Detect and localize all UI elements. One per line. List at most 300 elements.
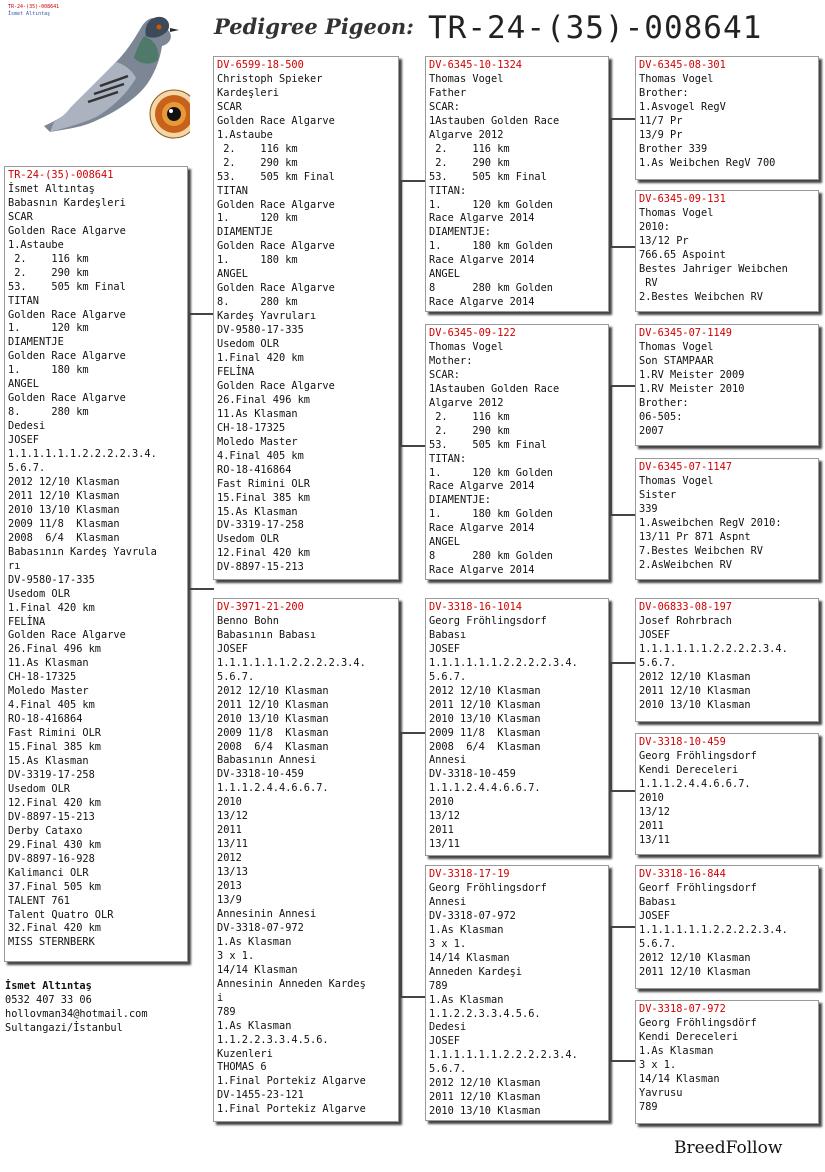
detail-line: 13/9 Pr	[639, 128, 683, 141]
detail-line: Moledo Master	[8, 685, 89, 698]
connector-line	[400, 732, 426, 734]
detail-line: 1.1.1.1.1.1.2.2.2.2.3.4.	[429, 656, 578, 669]
detail-line: 2007	[639, 424, 664, 437]
detail-line: 1.Asweibchen RegV 2010:	[639, 516, 782, 529]
sire-details	[217, 73, 395, 575]
detail-line: Golden Race Algarve	[8, 629, 126, 642]
detail-line: Thomas Vogel	[639, 206, 714, 219]
detail-line: Kardeş Yavruları	[217, 310, 317, 323]
detail-line: 2008 6/4 Klasman	[217, 740, 329, 753]
detail-line: 11.As Klasman	[8, 657, 89, 670]
detail-line: 2011	[429, 824, 454, 837]
sire-ring: DV-6599-18-500	[217, 59, 304, 71]
detail-line: JOSEF	[217, 642, 248, 655]
detail-line: 1.Final Portekiz Algarve	[217, 1103, 366, 1116]
detail-line: Josef Rohrbrach	[639, 614, 732, 627]
detail-line: 13/12	[217, 810, 248, 823]
detail-line: 1.1.1.1.1.1.2.2.2.2.3.4.	[429, 1049, 578, 1062]
detail-line: TITAN	[8, 294, 39, 307]
detail-line: 2010 13/10 Klasman	[429, 1105, 541, 1118]
detail-line: Brother:	[639, 396, 689, 409]
detail-line: 13/11	[429, 838, 460, 851]
detail-line: 2011 12/10 Klasman	[429, 1091, 541, 1104]
detail-line: 53. 505 km Final	[429, 170, 547, 183]
detail-line: 1.RV Meister 2009	[639, 368, 745, 381]
detail-line: Thomas Vogel	[429, 340, 504, 353]
detail-line: 53. 505 km Final	[8, 280, 126, 293]
detail-line: 2012	[217, 852, 242, 865]
detail-line: Kuzenleri	[217, 1047, 273, 1060]
detail-line: Thomas Vogel	[639, 340, 714, 353]
connector-line	[400, 996, 426, 998]
detail-line: Annesinin Annesi	[217, 907, 317, 920]
detail-line: Annesinin Anneden Kardeş	[217, 977, 366, 990]
detail-line: Yavrusu	[639, 1086, 683, 1099]
detail-line: 5.6.7.	[639, 937, 677, 950]
detail-line: 1.Astaube	[8, 238, 64, 251]
detail-line: DV-3319-17-258	[8, 768, 95, 781]
footer-brand: BreedFollow	[674, 1138, 783, 1158]
detail-line: 2011	[639, 819, 664, 832]
connector-line	[188, 588, 214, 590]
detail-line: Georg Fröhlingsdorf	[639, 749, 757, 762]
detail-line: Annesi	[429, 754, 467, 767]
detail-line: 53. 505 km Final	[217, 170, 335, 183]
detail-line: 2011 12/10 Klasman	[639, 684, 751, 697]
detail-line: Brother:	[639, 86, 689, 99]
detail-line: 37.Final 505 km	[8, 880, 101, 893]
sire-card	[213, 56, 399, 580]
detail-line: 2010	[639, 791, 664, 804]
detail-line: CH-18-17325	[8, 671, 77, 684]
detail-line: Benno Bohn	[217, 614, 279, 627]
connector-line	[400, 180, 426, 182]
detail-line: Golden Race Algarve	[217, 282, 335, 295]
detail-line: 1. 120 km Golden	[429, 198, 553, 211]
detail-line: 15.As Klasman	[217, 505, 298, 518]
connector-line	[188, 313, 190, 588]
pigeon-icon	[4, 0, 190, 156]
detail-line: 32.Final 420 km	[8, 922, 101, 935]
detail-line: 29.Final 430 km	[8, 838, 101, 851]
detail-line: 1. 120 km Golden	[429, 466, 553, 479]
detail-line: 2012 12/10 Klasman	[639, 670, 751, 683]
detail-line: 8 280 km Golden	[429, 282, 553, 295]
dam-sire-ring: DV-3318-16-1014	[429, 601, 522, 613]
g3-details	[639, 882, 815, 980]
connector-line	[610, 118, 636, 120]
detail-line: Usedom OLR	[217, 533, 279, 546]
detail-line: Father	[429, 86, 467, 99]
detail-line: Babasının Babası	[217, 628, 317, 641]
g3-card-4	[635, 458, 819, 580]
detail-line: 2012 12/10 Klasman	[429, 1077, 541, 1090]
detail-line: 2. 116 km	[429, 142, 510, 155]
detail-line: 1.As Klasman	[217, 1019, 292, 1032]
detail-line: Golden Race Algarve	[8, 350, 126, 363]
connector-line	[400, 180, 402, 445]
detail-line: DV-3318-10-459	[429, 768, 516, 781]
detail-line: 2008 6/4 Klasman	[8, 531, 120, 544]
detail-line: Golden Race Algarve	[8, 392, 126, 405]
connector-line	[610, 790, 636, 792]
detail-line: Georg Fröhlingsdorf	[429, 881, 547, 894]
detail-line: 3 x 1.	[217, 949, 255, 962]
detail-line: 2012 12/10 Klasman	[8, 475, 120, 488]
detail-line: 1.As Weibchen RegV 700	[639, 156, 776, 169]
connector-line	[610, 926, 636, 928]
detail-line: 13/12	[639, 805, 670, 818]
detail-line: 1.1.1.2.4.4.6.6.7.	[217, 782, 329, 795]
dam-sire-card	[425, 598, 609, 856]
detail-line: ANGEL	[8, 378, 39, 391]
detail-line: Son STAMPAAR	[639, 354, 714, 367]
g3-details	[639, 341, 815, 439]
detail-line: FELİNA	[217, 365, 255, 378]
dam-dam-card	[425, 865, 609, 1121]
detail-line: Anneden Kardeşi	[429, 965, 522, 978]
detail-line: Race Algarve 2014	[429, 254, 535, 267]
detail-line: 1. 180 km	[8, 364, 89, 377]
detail-line: 14/14 Klasman	[639, 1072, 720, 1085]
detail-line: 13/13	[217, 866, 248, 879]
detail-line: 15.As Klasman	[8, 755, 89, 768]
detail-line: 1.Astaube	[217, 128, 273, 141]
detail-line: 1.1.1.1.1.1.2.2.2.2.3.4.	[8, 448, 157, 461]
detail-line: Bestes Jahriger Weibchen	[639, 262, 788, 275]
detail-line: Golden Race Algarve	[217, 198, 335, 211]
detail-line: 13/9	[217, 894, 242, 907]
detail-line: DV-3318-10-459	[217, 768, 304, 781]
detail-line: Derby Cataxo	[8, 824, 83, 837]
detail-line: RV	[639, 276, 658, 289]
detail-line: 2. 290 km	[429, 156, 510, 169]
detail-line: 8. 280 km	[217, 296, 298, 309]
detail-line: 2010 13/10 Klasman	[217, 712, 329, 725]
detail-line: THOMAS 6	[217, 1061, 267, 1074]
detail-line: DV-9580-17-335	[8, 573, 95, 586]
detail-line: 13/12	[429, 810, 460, 823]
detail-line: DV-8897-16-928	[8, 852, 95, 865]
detail-line: Thomas Vogel	[639, 72, 714, 85]
detail-line: 5.6.7.	[429, 670, 467, 683]
detail-line: İsmet Altıntaş	[8, 182, 95, 195]
detail-line: Usedom OLR	[8, 782, 70, 795]
detail-line: 1.RV Meister 2010	[639, 382, 745, 395]
detail-line: ANGEL	[429, 536, 460, 549]
subject-ring: TR-24-(35)-008641	[8, 169, 114, 181]
detail-line: 2012 12/10 Klasman	[429, 684, 541, 697]
detail-line: 1. 180 km Golden	[429, 508, 553, 521]
detail-line: 53. 505 km Final	[429, 438, 547, 451]
detail-line: DIAMENTJE	[8, 336, 64, 349]
pigeon-photo-logo	[4, 0, 190, 156]
detail-line: 2010 13/10 Klasman	[8, 503, 120, 516]
g3-card-6	[635, 733, 819, 855]
breeder-contact	[5, 980, 148, 1036]
detail-line: 13/11	[639, 833, 670, 846]
detail-line: 2. 290 km	[217, 156, 298, 169]
connector-line	[610, 662, 612, 790]
logo-owner: İsmet Altıntaş	[8, 11, 51, 17]
g3-details	[639, 73, 815, 171]
detail-line: 1.1.1.1.1.1.2.2.2.2.3.4.	[639, 923, 788, 936]
detail-line: DV-8897-15-213	[217, 561, 304, 574]
detail-line: 2011 12/10 Klasman	[639, 965, 751, 978]
detail-line: 5.6.7.	[639, 656, 677, 669]
detail-line: Sister	[639, 488, 677, 501]
dam-dam-details	[429, 882, 605, 1119]
detail-line: DV-3319-17-258	[217, 519, 304, 532]
detail-line: TITAN:	[429, 452, 467, 465]
sire-dam-details	[429, 341, 605, 578]
detail-line: Christoph Spieker	[217, 72, 323, 85]
detail-line: 1. 180 km	[217, 254, 298, 267]
detail-line: 339	[639, 502, 658, 515]
detail-line: 2008 6/4 Klasman	[429, 740, 541, 753]
detail-line: Annesi	[429, 895, 467, 908]
connector-line	[400, 445, 426, 447]
detail-line: 1. 120 km	[217, 212, 298, 225]
detail-line: Fast Rimini OLR	[8, 727, 101, 740]
detail-line: Georf Fröhlingsdorf	[639, 881, 757, 894]
detail-line: 13/11	[217, 838, 248, 851]
detail-line: Thomas Vogel	[639, 474, 714, 487]
breeder-phone: 0532 407 33 06	[5, 993, 92, 1006]
detail-line: MISS STERNBERK	[8, 936, 95, 949]
detail-line: DV-1455-23-121	[217, 1089, 304, 1102]
detail-line: 06-505:	[639, 410, 683, 423]
detail-line: 14/14 Klasman	[217, 963, 298, 976]
g3-card-7	[635, 865, 819, 989]
connector-line	[610, 385, 636, 387]
detail-line: 5.6.7.	[217, 670, 255, 683]
logo-ring: TR-24-(35)-008641	[8, 4, 60, 10]
detail-line: 11.As Klasman	[217, 407, 298, 420]
sire-sire-card	[425, 56, 609, 312]
detail-line: 2009 11/8 Klasman	[429, 726, 541, 739]
g3-card-2	[635, 190, 819, 312]
g3-ring: DV-3318-10-459	[639, 736, 726, 748]
dam-ring: DV-3971-21-200	[217, 601, 304, 613]
detail-line: 14/14 Klasman	[429, 951, 510, 964]
breeder-address: Sultangazi/İstanbul	[5, 1021, 123, 1034]
detail-line: Babası	[639, 895, 677, 908]
detail-line: 5.6.7.	[429, 1063, 467, 1076]
detail-line: 2011 12/10 Klasman	[8, 489, 120, 502]
connector-line	[610, 662, 636, 664]
detail-line: SCAR:	[429, 100, 460, 113]
g3-ring: DV-3318-16-844	[639, 868, 726, 880]
detail-line: 1.Final 420 km	[8, 601, 95, 614]
detail-line: SCAR:	[429, 368, 460, 381]
detail-line: 11/7 Pr	[639, 114, 683, 127]
detail-line: 2009 11/8 Klasman	[8, 517, 120, 530]
detail-line: 1. 120 km	[8, 322, 89, 335]
connector-line	[610, 385, 612, 514]
detail-line: 1.As Klasman	[429, 993, 504, 1006]
detail-line: JOSEF	[429, 1035, 460, 1048]
detail-line: 789	[217, 1005, 236, 1018]
detail-line: 1.1.1.2.4.4.6.6.7.	[639, 777, 751, 790]
detail-line: JOSEF	[639, 909, 670, 922]
detail-line: Babası	[429, 628, 467, 641]
connector-line	[610, 1060, 636, 1062]
detail-line: Dedesi	[8, 420, 46, 433]
detail-line: Talent Quatro OLR	[8, 908, 114, 921]
g3-ring: DV-3318-07-972	[639, 1003, 726, 1015]
detail-line: DIAMENTJE:	[429, 226, 491, 239]
detail-line: Usedom OLR	[217, 338, 279, 351]
detail-line: Race Algarve 2014	[429, 564, 535, 577]
subject-details	[8, 183, 184, 950]
subject-pigeon-card	[4, 166, 188, 962]
detail-line: 4.Final 405 km	[217, 449, 304, 462]
detail-line: 1Astauben Golden Race	[429, 382, 560, 395]
detail-line: SCAR	[217, 100, 242, 113]
detail-line: 1.As Klasman	[217, 935, 292, 948]
detail-line: 2.Bestes Weibchen RV	[639, 290, 763, 303]
dam-card	[213, 598, 399, 1122]
detail-line: TITAN	[217, 184, 248, 197]
detail-line: Kendi Dereceleri	[639, 1030, 739, 1043]
detail-line: 2.AsWeibchen RV	[639, 558, 732, 571]
detail-line: Golden Race Algarve	[217, 240, 335, 253]
detail-line: 2010	[217, 796, 242, 809]
connector-line	[610, 514, 636, 516]
detail-line: 8. 280 km	[8, 406, 89, 419]
detail-line: Babasnın Kardeşleri	[8, 196, 126, 209]
detail-line: 1Astauben Golden Race	[429, 114, 560, 127]
detail-line: FELİNA	[8, 615, 46, 628]
detail-line: RO-18-416864	[217, 463, 292, 476]
detail-line: 2013	[217, 880, 242, 893]
dam-sire-details	[429, 615, 605, 852]
detail-line: Georg Fröhlingsdorf	[429, 614, 547, 627]
g3-card-1	[635, 56, 819, 180]
detail-line: 15.Final 385 km	[8, 741, 101, 754]
detail-line: Kalimanci OLR	[8, 866, 89, 879]
detail-line: 789	[429, 979, 448, 992]
detail-line: 2010:	[639, 220, 670, 233]
detail-line: i	[217, 991, 224, 1004]
sire-dam-card	[425, 324, 609, 580]
detail-line: SCAR	[8, 210, 33, 223]
detail-line: 2. 116 km	[217, 142, 298, 155]
dam-dam-ring: DV-3318-17-19	[429, 868, 510, 880]
detail-line: Mother:	[429, 354, 473, 367]
sire-sire-ring: DV-6345-10-1324	[429, 59, 522, 71]
detail-line: 1.As Klasman	[429, 923, 504, 936]
detail-line: ANGEL	[217, 268, 248, 281]
detail-line: 2. 116 km	[8, 252, 89, 265]
g3-details	[639, 615, 815, 713]
detail-line: 2011 12/10 Klasman	[217, 698, 329, 711]
g3-card-3	[635, 324, 819, 446]
connector-line	[400, 732, 402, 996]
detail-line: 2009 11/8 Klasman	[217, 726, 329, 739]
sire-sire-details	[429, 73, 605, 310]
detail-line: JOSEF	[639, 628, 670, 641]
detail-line: 13/12 Pr	[639, 234, 689, 247]
detail-line: Moledo Master	[217, 435, 298, 448]
dam-details	[217, 615, 395, 1117]
g3-card-8	[635, 1000, 819, 1124]
connector-line	[610, 246, 636, 248]
breeder-email: hollovman34@hotmail.com	[5, 1007, 148, 1020]
detail-line: 12.Final 420 km	[217, 547, 310, 560]
sire-dam-ring: DV-6345-09-122	[429, 327, 516, 339]
detail-line: 2010	[429, 796, 454, 809]
detail-line: Race Algarve 2014	[429, 296, 535, 309]
detail-line: Kardeşleri	[217, 86, 279, 99]
g3-ring: DV-6345-08-301	[639, 59, 726, 71]
g3-ring: DV-6345-07-1147	[639, 461, 732, 473]
header-ring-number: TR-24-(35)-008641	[428, 10, 763, 46]
connector-line	[610, 926, 612, 1060]
detail-line: Golden Race Algarve	[8, 308, 126, 321]
detail-line: Babasının Kardeş Yavrula	[8, 545, 157, 558]
detail-line: Race Algarve 2014	[429, 480, 535, 493]
detail-line: DV-3318-07-972	[217, 921, 304, 934]
detail-line: 1. 180 km Golden	[429, 240, 553, 253]
detail-line: JOSEF	[429, 642, 460, 655]
detail-line: 1.1.1.2.4.4.6.6.7.	[429, 782, 541, 795]
detail-line: Dedesi	[429, 1021, 467, 1034]
detail-line: DV-8897-15-213	[8, 810, 95, 823]
detail-line: 12.Final 420 km	[8, 796, 101, 809]
detail-line: 1.1.2.2.3.3.4.5.6.	[217, 1033, 329, 1046]
detail-line: 26.Final 496 km	[217, 393, 310, 406]
detail-line: 2011	[217, 824, 242, 837]
detail-line: Golden Race Algarve	[217, 114, 335, 127]
detail-line: 789	[639, 1100, 658, 1113]
detail-line: 2012 12/10 Klasman	[639, 951, 751, 964]
detail-line: Thomas Vogel	[429, 72, 504, 85]
detail-line: Race Algarve 2014	[429, 212, 535, 225]
detail-line: CH-18-17325	[217, 421, 286, 434]
detail-line: 1.1.2.2.3.3.4.5.6.	[429, 1007, 541, 1020]
g3-ring: DV-6345-09-131	[639, 193, 726, 205]
connector-line	[188, 313, 214, 315]
detail-line: DIAMENTJE:	[429, 494, 491, 507]
detail-line: 2. 116 km	[429, 410, 510, 423]
g3-details	[639, 750, 815, 848]
detail-line: 13/11 Pr 871 Aspnt	[639, 530, 751, 543]
detail-line: rı	[8, 559, 21, 572]
detail-line: Brother 339	[639, 142, 708, 155]
detail-line: Golden Race Algarve	[8, 224, 126, 237]
g3-details	[639, 475, 815, 573]
detail-line: 2011 12/10 Klasman	[429, 698, 541, 711]
detail-line: TALENT 761	[8, 894, 70, 907]
g3-details	[639, 1017, 815, 1115]
detail-line: Georg Fröhlingsdörf	[639, 1016, 757, 1029]
detail-line: ANGEL	[429, 268, 460, 281]
detail-line: Usedom OLR	[8, 587, 70, 600]
detail-line: Kendi Dereceleri	[639, 763, 739, 776]
detail-line: 1.Final 420 km	[217, 352, 304, 365]
detail-line: Algarve 2012	[429, 396, 504, 409]
detail-line: JOSEF	[8, 434, 39, 447]
breeder-name: İsmet Altıntaş	[5, 980, 92, 992]
detail-line: DV-3318-07-972	[429, 909, 516, 922]
detail-line: 1.Asvogel RegV	[639, 100, 726, 113]
detail-line: DIAMENTJE	[217, 226, 273, 239]
detail-line: 3 x 1.	[429, 937, 467, 950]
detail-line: 1.Final Portekiz Algarve	[217, 1075, 366, 1088]
detail-line: 3 x 1.	[639, 1058, 677, 1071]
